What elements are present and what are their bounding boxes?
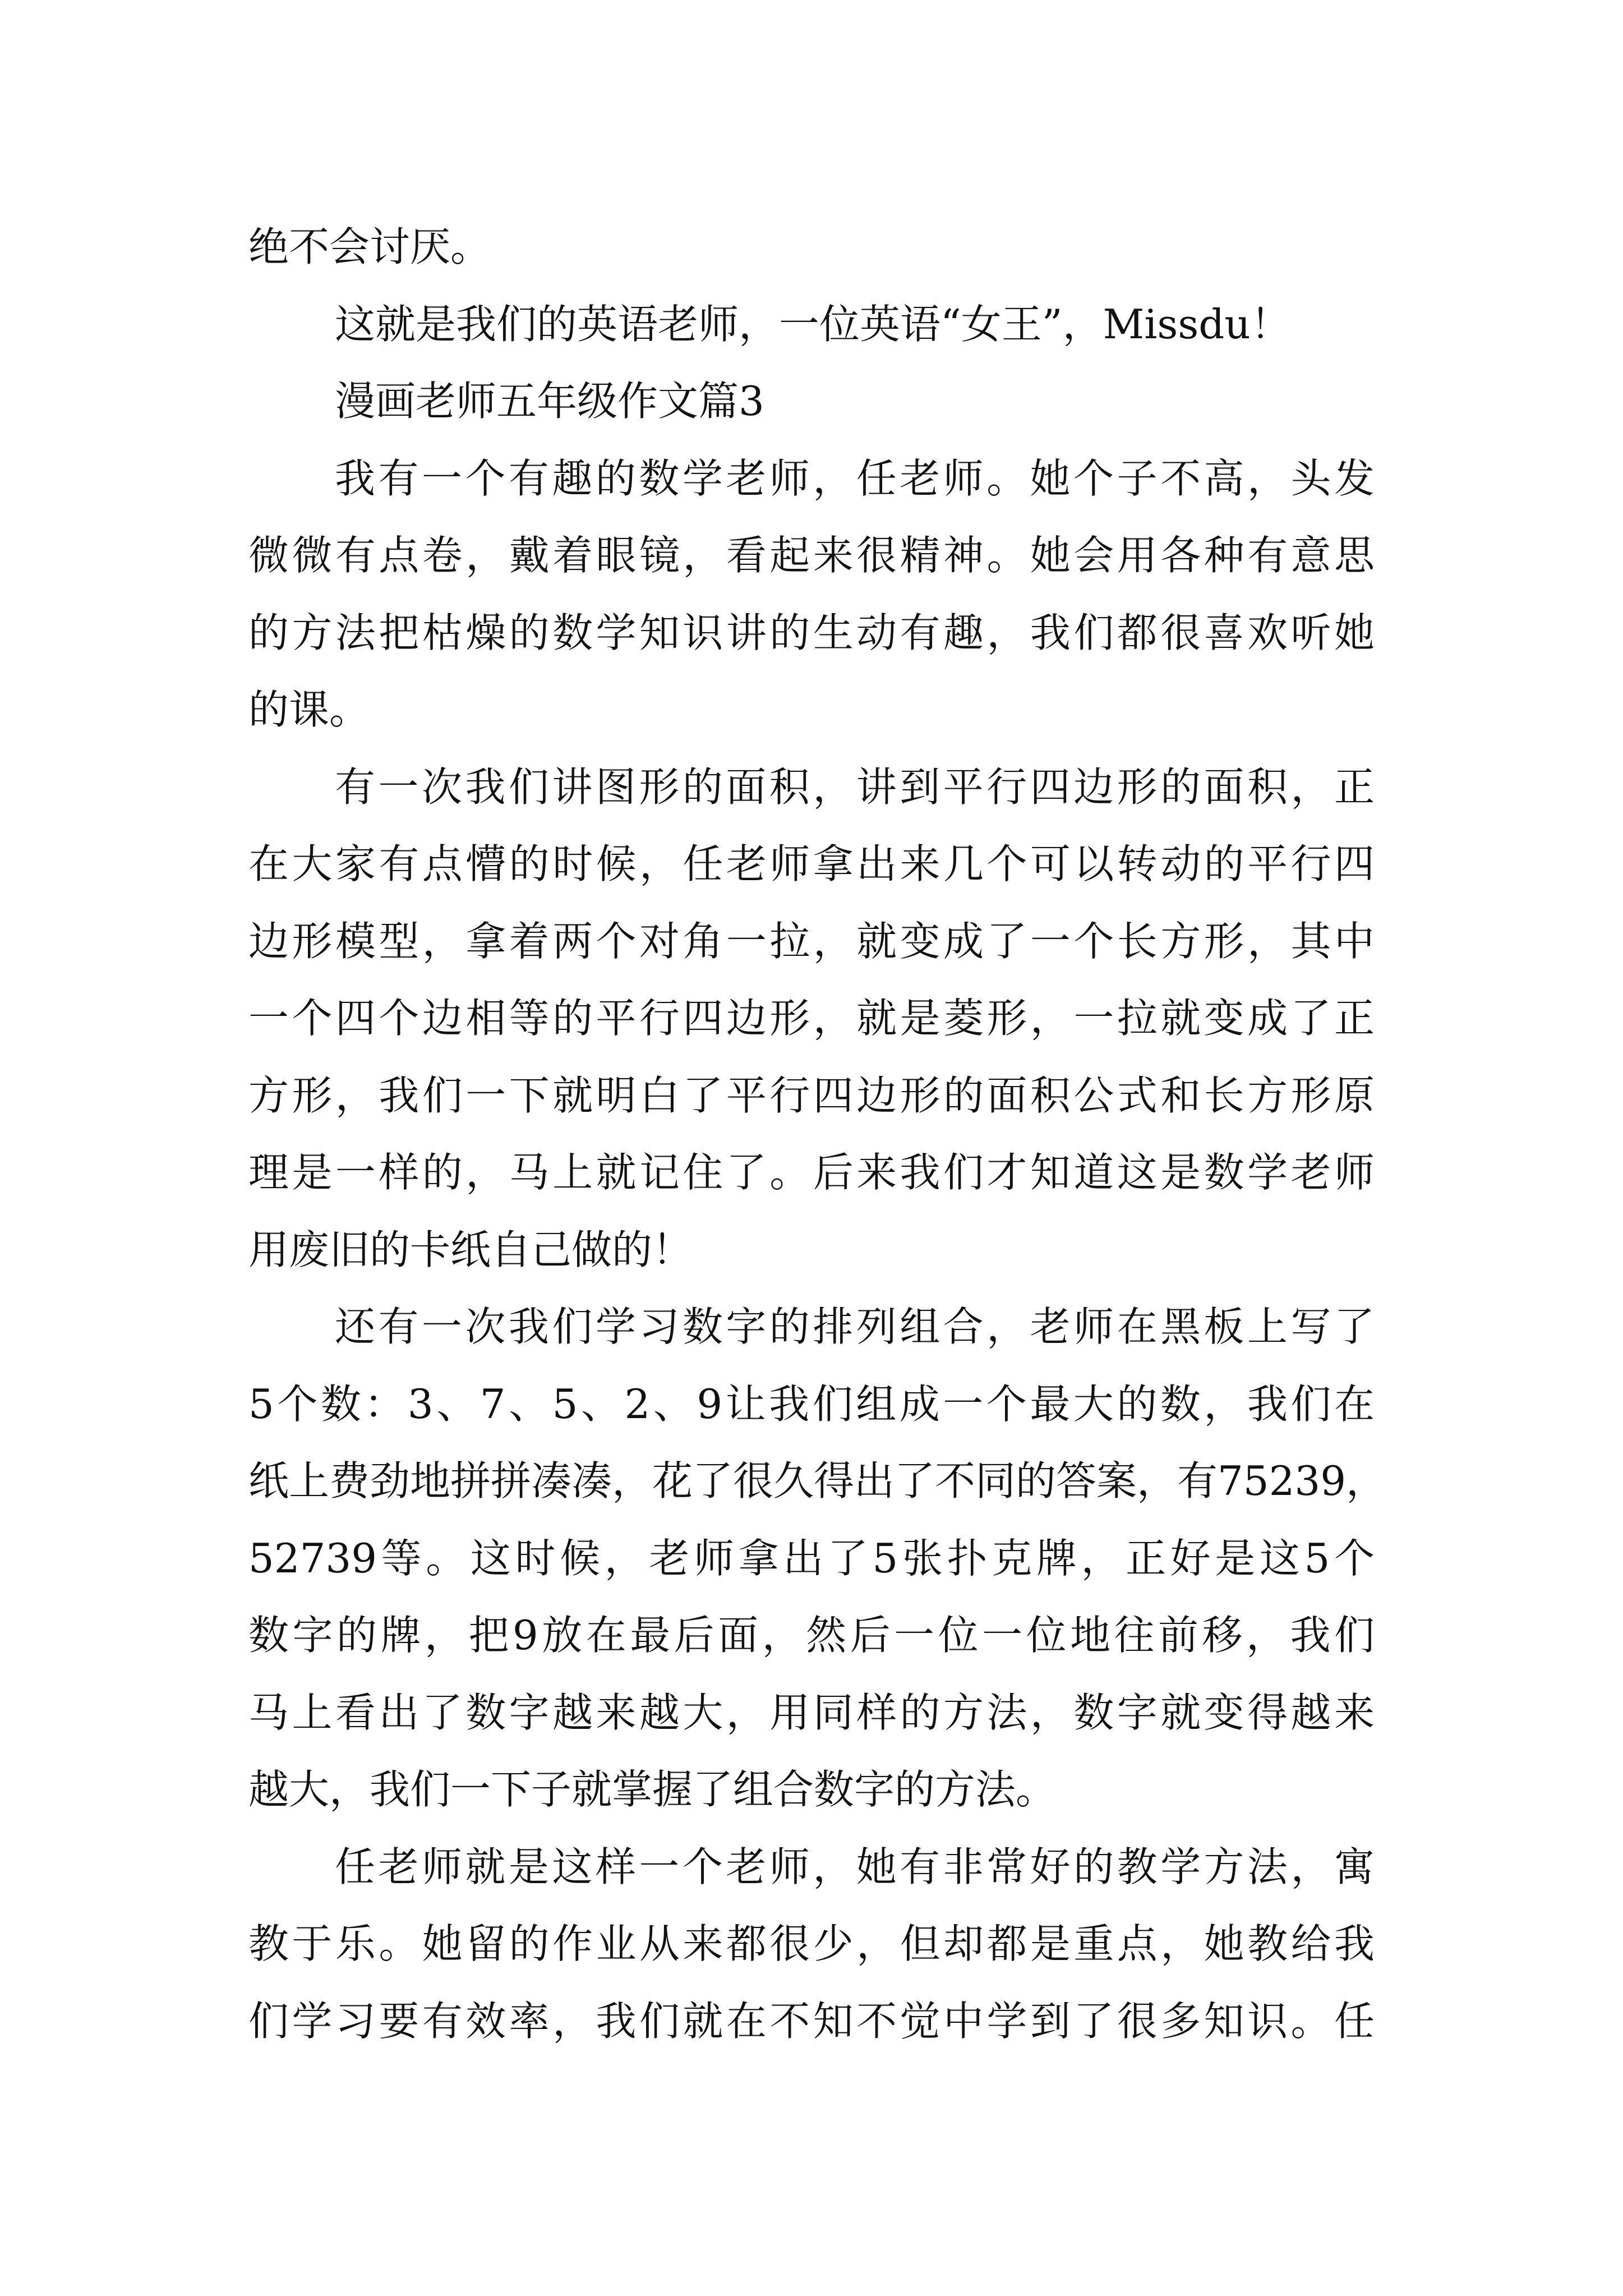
text-line: 一个四个边相等的平行四边形，就是菱形，一拉就变成了正 (248, 995, 1375, 1042)
text-line: 数字的牌，把9放在最后面，然后一位一位地往前移，我们 (248, 1612, 1375, 1659)
text-line: 边形模型，拿着两个对角一拉，就变成了一个长方形，其中 (248, 918, 1375, 965)
text-line: 的方法把枯燥的数学知识讲的生动有趣，我们都很喜欢听她 (248, 609, 1375, 656)
text-line: 微微有点卷，戴着眼镜，看起来很精神。她会用各种有意思 (248, 532, 1375, 579)
text-line: 绝不会讨厌。 (248, 223, 491, 270)
text-line: 纸上费劲地拼拼凑凑，花了很久得出了不同的答案，有75239， (248, 1457, 1387, 1504)
text-line: 52739等。这时候，老师拿出了5张扑克牌，正好是这5个 (248, 1535, 1375, 1582)
text-line: 们学习要有效率，我们就在不知不觉中学到了很多知识。任 (248, 1998, 1375, 2045)
text-line: 教于乐。她留的作业从来都很少，但却都是重点，她教给我 (248, 1920, 1375, 1967)
text-line: 用废旧的卡纸自己做的！ (248, 1226, 693, 1273)
text-line: 还有一次我们学习数字的排列组合，老师在黑板上写了 (335, 1303, 1375, 1350)
text-line: 5个数：3、7、5、2、9让我们组成一个最大的数，我们在 (248, 1381, 1375, 1428)
text-line: 的课。 (248, 686, 370, 733)
text-line: 马上看出了数字越来越大，用同样的方法，数字就变得越来 (248, 1689, 1375, 1736)
text-line: 在大家有点懵的时候，任老师拿出来几个可以转动的平行四 (248, 840, 1375, 887)
text-line: 方形，我们一下就明白了平行四边形的面积公式和长方形原 (248, 1072, 1375, 1119)
text-line: 有一次我们讲图形的面积，讲到平行四边形的面积，正 (335, 763, 1375, 811)
section-heading: 漫画老师五年级作文篇3 (335, 378, 764, 425)
text-line: 任老师就是这样一个老师，她有非常好的教学方法，寓 (335, 1843, 1375, 1890)
text-line: 越大，我们一下子就掌握了组合数字的方法。 (248, 1766, 1057, 1813)
text-line: 这就是我们的英语老师，一位英语“女王”，Missdu！ (335, 301, 1291, 348)
text-line: 理是一样的，马上就记住了。后来我们才知道这是数学老师 (248, 1149, 1375, 1196)
text-line: 我有一个有趣的数学老师，任老师。她个子不高，头发 (335, 455, 1375, 502)
